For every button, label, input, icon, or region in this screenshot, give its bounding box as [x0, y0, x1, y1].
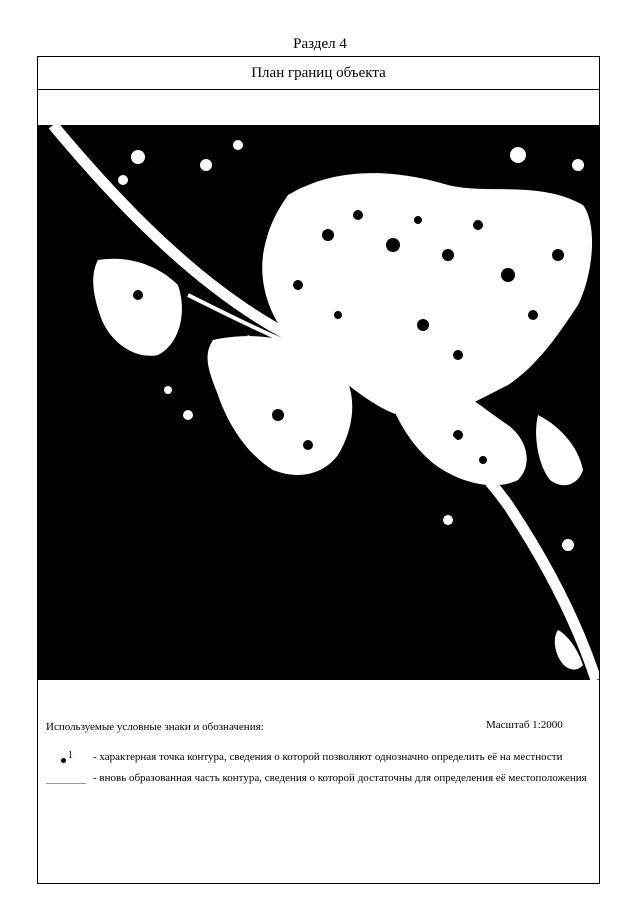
document-frame — [37, 56, 600, 884]
legend-line-symbol — [46, 772, 88, 788]
aerial-map-image — [38, 125, 599, 680]
point-number: 1 — [68, 750, 73, 761]
legend-line-text: - вновь образованная часть контура, сведения о которой достаточны для определения её местоположения — [93, 772, 587, 784]
section-title: Раздел 4 — [293, 36, 347, 52]
contour-line-icon — [46, 783, 86, 784]
map-raster — [38, 125, 599, 680]
legend-heading: Используемые условные знаки и обозначения: — [46, 721, 264, 733]
blank-row — [38, 89, 599, 126]
scale-label: Масштаб 1:2000 — [486, 719, 563, 731]
legend-point-text: - характерная точка контура, сведения о которой позволяют однозначно определить её на местности — [93, 751, 563, 763]
legend-point-symbol — [46, 751, 88, 767]
point-marker-icon — [61, 758, 66, 763]
plan-title: План границ объекта — [38, 57, 599, 90]
